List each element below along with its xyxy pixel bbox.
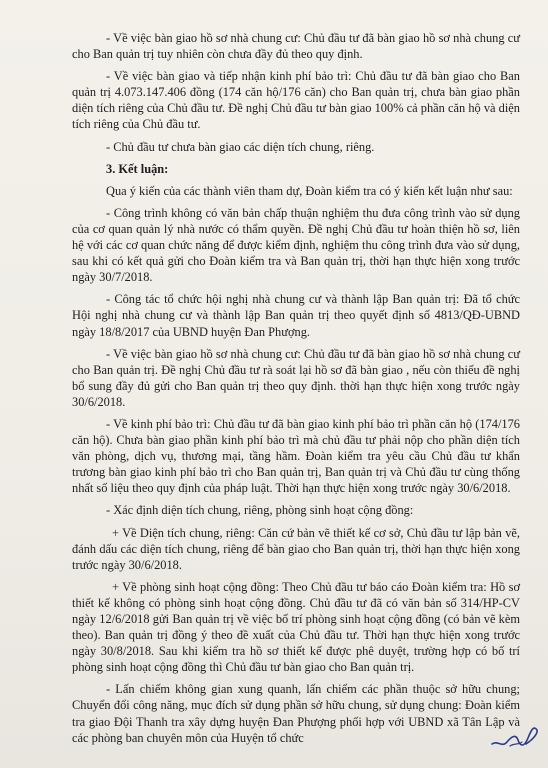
sub-item-common-area: + Về Diện tích chung, riêng: Căn cứ bản vẽ thiết kế cơ sở, Chủ đầu tư lập bản vẽ, đánh dấu các diện tích chung, riêng để bàn giao cho Ban quản trị, thời hạn thực hiện xong trước ngày 30/6/2018. — [72, 525, 520, 572]
paragraph-maintenance-fund: - Về việc bàn giao và tiếp nhận kinh phí bảo trì: Chủ đầu tư đã bàn giao cho Ban quản trị 4.073.147.406 đồng (174 căn hộ/176 căn) cho Ban quản trị, chưa bàn giao phần diện tích riêng của Chủ đầu tư. Đề nghị Chủ đầu tư bàn giao 100% cả phần căn hộ và diện tích riêng của Chủ đầu tư. — [72, 69, 520, 132]
paragraph-handover-records: - Về việc bàn giao hồ sơ nhà chung cư: Chủ đầu tư đã bàn giao hồ sơ nhà chung cư cho Ban quản trị tuy nhiên còn chưa đầy đủ theo quy định. — [72, 31, 520, 62]
sub-item-community-room: + Về phòng sinh hoạt cộng đồng: Theo Chủ đầu tư báo cáo Đoàn kiểm tra: Hồ sơ thiết kế không có phòng sinh hoạt cộng đồng. Chủ đầu tư đã có văn bản số 314/HP-CV ngày 12/6/2018 gửi Ban quản trị về việc bố trí phòng sinh hoạt cộng đồng (có bản vẽ kèm theo). Ban quản trị đồng ý theo đề xuất của Chủ đầu tư. Thời hạn thực hiện xong trước ngày 30/8/2018. Sau khi kiểm tra hồ sơ thiết kế được phê duyệt, trường hợp có bố trí phòng sinh hoạt cộng đồng thì Chủ đầu tư bàn giao cho Ban quản trị. — [72, 579, 520, 675]
paragraph-encroachment: - Lấn chiếm không gian xung quanh, lấn chiếm các phần thuộc sở hữu chung; Chuyển đổi công năng, mục đích sử dụng phần sở hữu chung, sử dụng chung: Đoàn kiểm tra giao Đội Thanh tra xây dựng huyện Đan Phượng phối hợp với UBND xã Tân Lập và các phòng ban chuyên môn của Huyện tổ chức — [72, 682, 520, 745]
conclusion-item: - Về kinh phí bảo trì: Chủ đầu tư đã bàn giao kinh phí bảo trì phần căn hộ (174/176 căn hộ). Chưa bàn giao phần kinh phí bảo trì mà chủ đầu tư phải nộp cho phần diện tích văn phòng, dịch vụ, thương mại, tầng hầm. Đoàn kiểm tra yêu cầu Chủ đầu tư khẩn trương bàn giao kinh phí bảo trì cho Ban quản trị, Ban quản trị và Chủ đầu tư cùng thống nhất số liệu theo quy định của pháp luật. Thời hạn thực hiện xong trước ngày 30/6/2018. — [72, 416, 520, 496]
conclusion-item: - Công trình không có văn bản chấp thuận nghiệm thu đưa công trình vào sử dụng của cơ quan quản lý nhà nước có thẩm quyền. Đề nghị Chủ đầu tư hoàn thiện hồ sơ, liên hệ với các cơ quan chức năng để được kiểm định, nghiệm thu công trình đưa vào sử dụng, sau khi có kết quả gửi cho Đoàn kiểm tra và Ban quản trị, thời hạn thực hiện xong trước ngày 30/7/2018. — [72, 205, 520, 285]
conclusion-item: - Công tác tổ chức hội nghị nhà chung cư và thành lập Ban quản trị: Đã tổ chức Hội nghị nhà chung cư và thành lập Ban quản trị theo quyết định số 4813/QĐ-UBND ngày 18/8/2017 của UBND huyện Đan Phượng. — [72, 292, 520, 339]
conclusion-item: - Về việc bàn giao hồ sơ nhà chung cư: Chủ đầu tư đã bàn giao hồ sơ nhà chung cư cho Ban quản trị. Đề nghị Chủ đầu tư rà soát lại hồ sơ đã bàn giao , nếu còn thiếu đề nghị bổ sung đầy đủ gửi cho Ban quản trị theo quy định. thời hạn thực hiện xong trước ngày 30/6/2018. — [72, 346, 520, 409]
conclusion-intro: Qua ý kiến của các thành viên tham dự, Đoàn kiểm tra có ý kiến kết luận như sau: — [106, 183, 513, 198]
handwritten-signature-icon — [488, 718, 540, 754]
section-heading-conclusion: 3. Kết luận: — [106, 161, 169, 176]
conclusion-item: - Xác định diện tích chung, riêng, phòng sinh hoạt cộng đồng: — [106, 503, 414, 518]
paragraph-common-areas: - Chủ đầu tư chưa bàn giao các diện tích chung, riêng. — [106, 139, 375, 154]
